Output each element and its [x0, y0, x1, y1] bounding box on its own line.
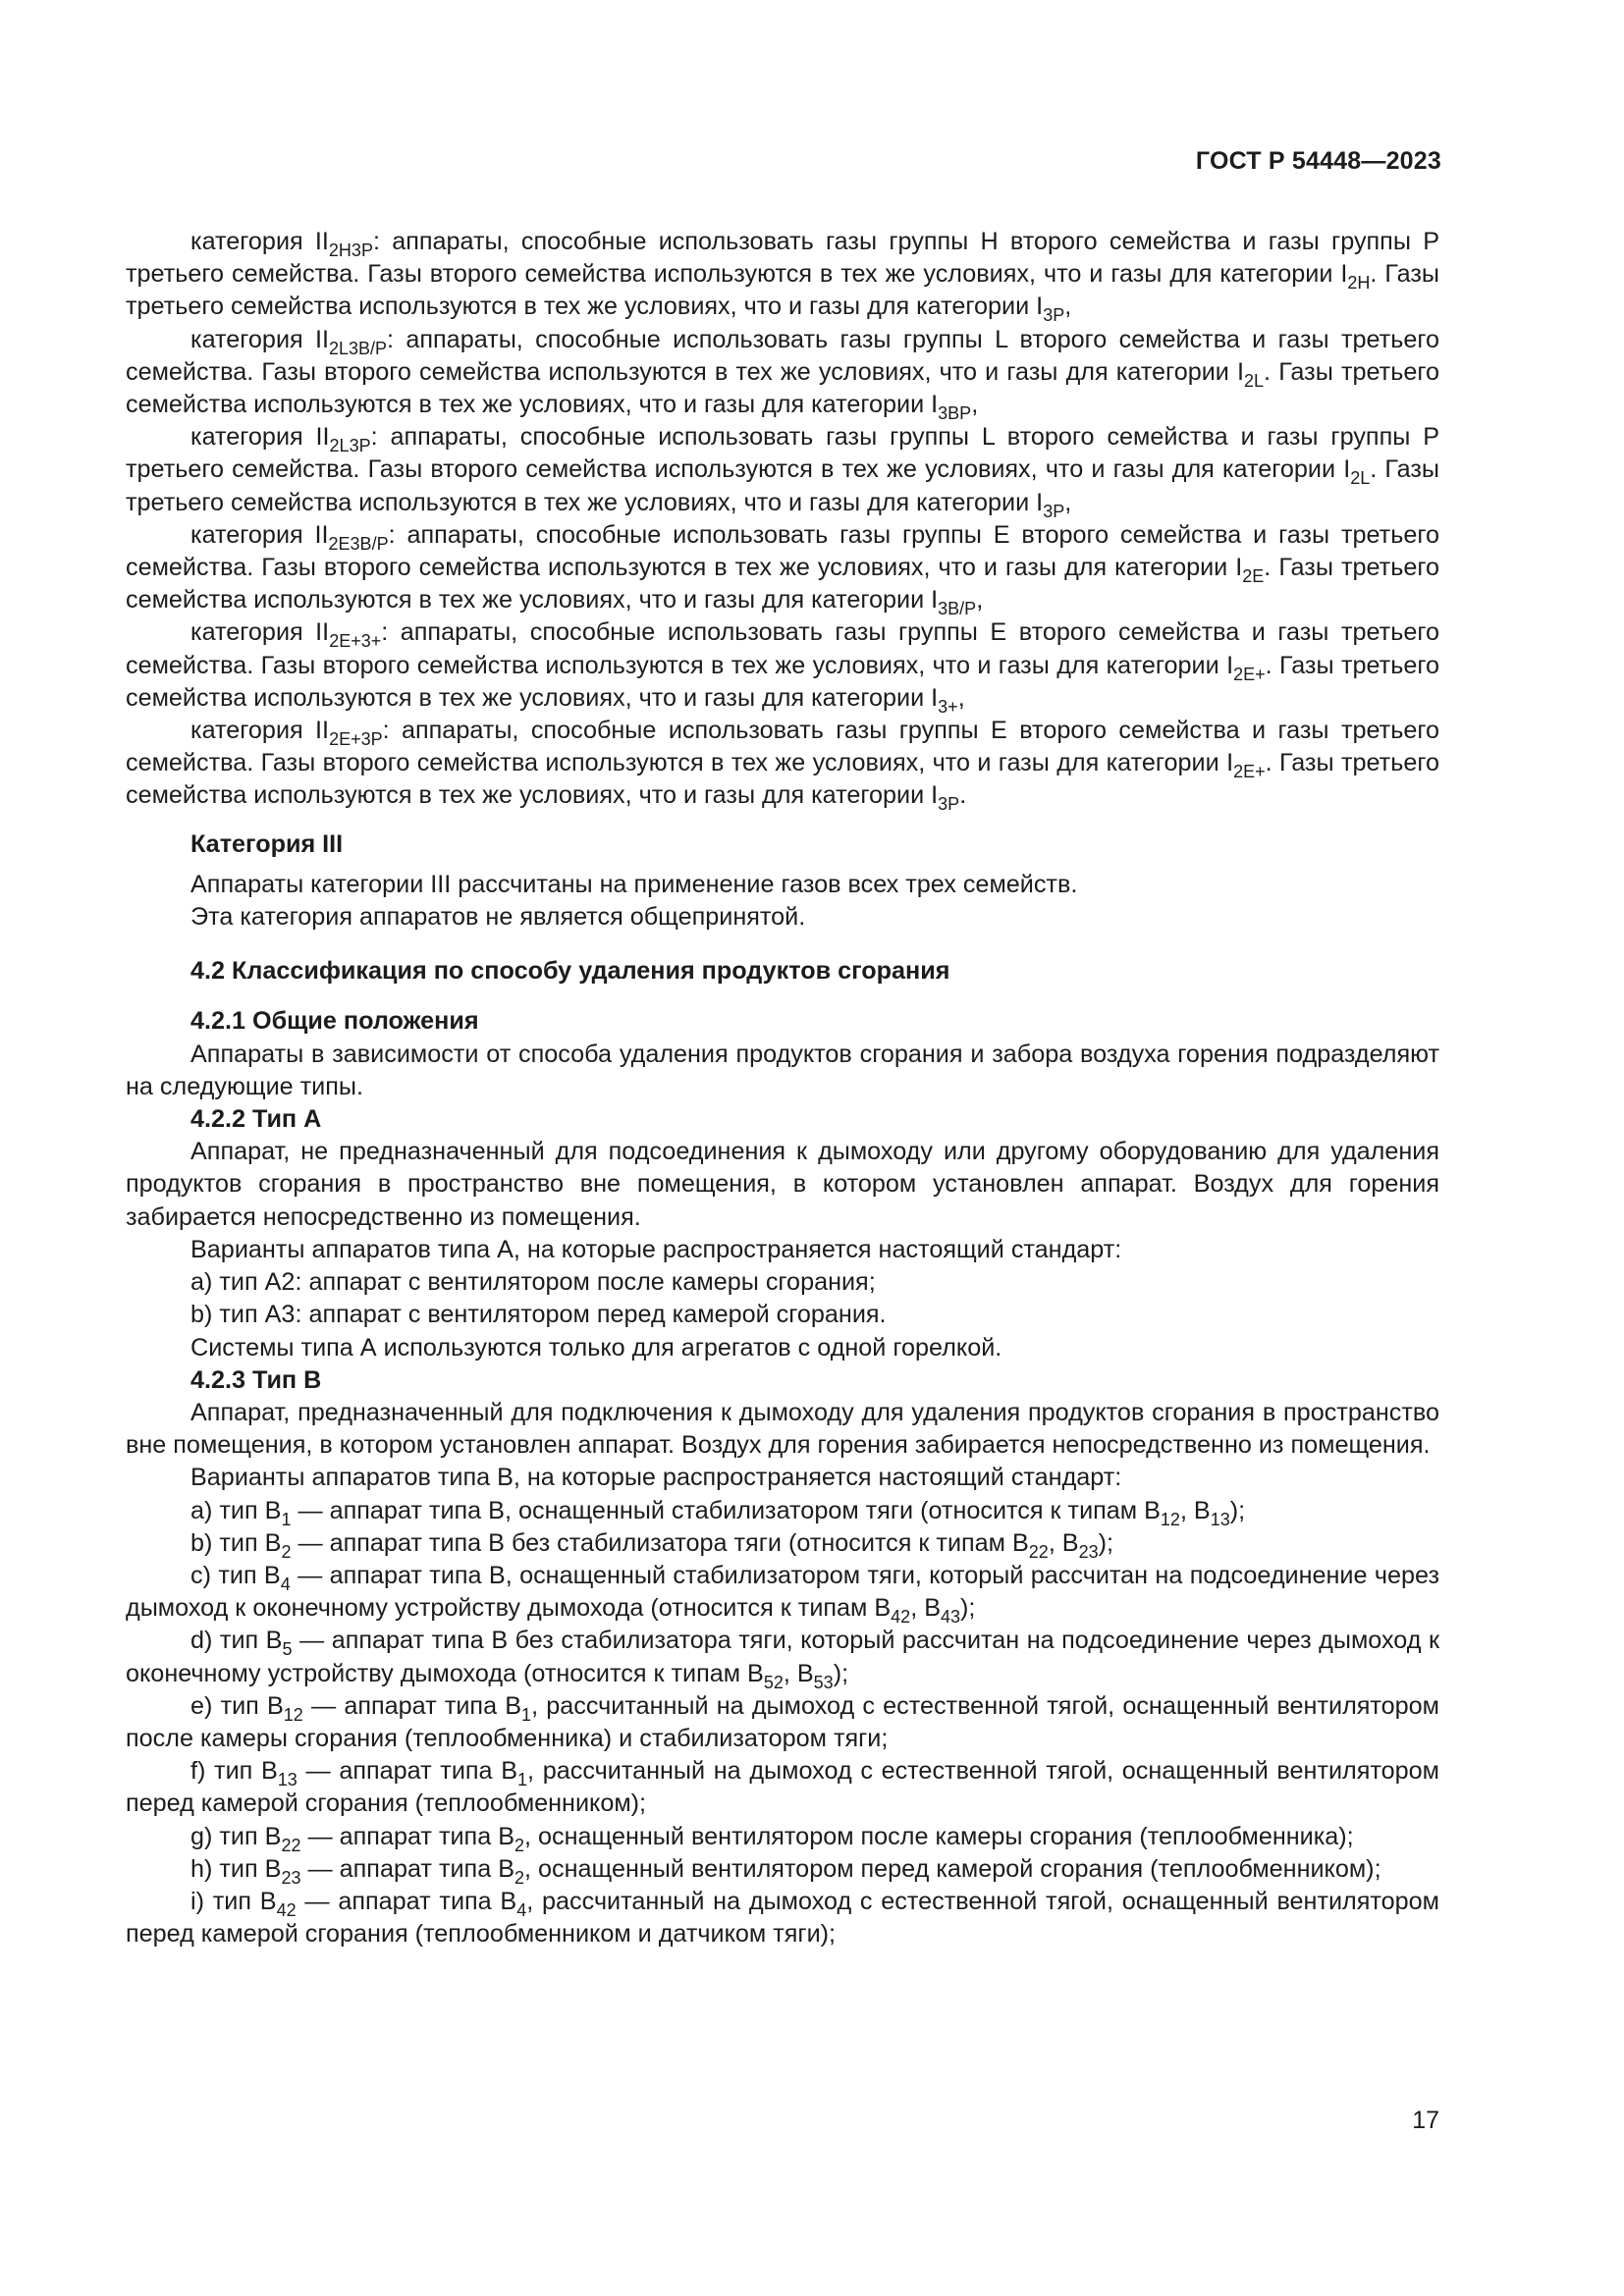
text-run: i) тип B: [190, 1887, 277, 1915]
subscript: 3B/P: [938, 599, 977, 619]
text-run: — аппарат типа B: [302, 1691, 522, 1720]
text-run: . Газы третьего семейства используются в тех же условиях, что и газы для категории I: [126, 651, 1439, 712]
subscript: 2: [514, 1835, 525, 1855]
text-run: ,: [957, 683, 965, 712]
list-item: [126, 1495, 1439, 1527]
text-run: , рассчитанный на дымоход с естественной тягой, оснащенный вентилятором перед камерой сгорания (теплообменником и датчиком тяги);: [126, 1887, 1439, 1949]
list-item: b) тип A3: аппарат с вентилятором перед камерой сгорания.: [190, 1301, 887, 1329]
list-item: [126, 1755, 1439, 1820]
category-list: [126, 226, 1439, 813]
text-run: , B: [1179, 1496, 1211, 1524]
text-run: — аппарат типа B: [300, 1822, 514, 1850]
text-run: . Газы третьего семейства используются в тех же условиях, что и газы для категории I: [126, 455, 1439, 516]
text-run: — аппарат типа B: [297, 1757, 518, 1786]
subscript: 5: [282, 1639, 293, 1660]
text-run: категория II: [190, 228, 329, 255]
subscript: 4: [280, 1574, 291, 1594]
subscript: 2E: [1242, 566, 1265, 587]
text-run: e) тип B: [190, 1691, 284, 1720]
text-run: , рассчитанный на дымоход с естественной тягой, оснащенный вентилятором после камеры сгорания (теплообменника) и стабилизатором тяги;: [126, 1691, 1440, 1752]
text-run: a) тип B: [190, 1496, 282, 1524]
section-heading-4-2-2: 4.2.2 Тип А: [190, 1105, 322, 1134]
text-run: , B: [783, 1659, 814, 1687]
text-run: : аппараты, способные использовать газы группы Е второго семейства и газы третьего семейства. Газы второго семейства используются в тех же условиях, что и газы для категории I: [126, 618, 1439, 679]
text-run: , B: [910, 1594, 941, 1623]
list-item: [126, 1886, 1439, 1950]
subscript: 2L: [1350, 468, 1371, 489]
paragraph: Системы типа А используются только для агрегатов с одной горелкой.: [190, 1333, 1002, 1362]
text-run: : аппараты, способные использовать газы группы L второго семейства и газы третьего семейства. Газы второго семейства используются в тех же условиях, что и газы для категории I: [126, 325, 1439, 386]
text-run: ,: [976, 586, 984, 614]
subscript: 2E3B/P: [328, 533, 389, 554]
text-run: ,: [971, 391, 979, 419]
subscript: 3+: [938, 696, 958, 717]
text-run: c) тип B: [190, 1561, 281, 1589]
subscript: 3BP: [938, 403, 972, 424]
paragraph: Аппарат, предназначенный для подключения к дымоходу для удаления продуктов сгорания в пространство вне помещения, в котором установлен аппарат. Воздух для горения забирается непосредственно из помещения.: [126, 1398, 1439, 1460]
subscript: 1: [281, 1509, 292, 1529]
text-run: .: [959, 781, 967, 810]
text-run: категория II: [190, 618, 330, 647]
subscript: 2H3P: [328, 240, 373, 260]
document-header-code: ГОСТ Р 54448—2023: [1195, 147, 1441, 175]
subscript: 13: [277, 1770, 298, 1790]
subscript: 3P: [1043, 305, 1065, 326]
paragraph: Эта категория аппаратов не является общепринятой.: [190, 903, 806, 932]
text-run: );: [1098, 1528, 1114, 1557]
text-run: g) тип B: [190, 1822, 282, 1850]
paragraph: Аппараты категории III рассчитаны на применение газов всех трех семейств.: [190, 870, 1078, 898]
subscript: 3P: [938, 794, 960, 815]
text-run: : аппараты, способные использовать газы группы Н второго семейства и газы группы Р третьего семейства. Газы второго семейства используются в тех же условиях, что и газы для категории I: [126, 228, 1439, 289]
text-run: );: [833, 1659, 849, 1687]
section-heading-4-2-3: 4.2.3 Тип В: [190, 1365, 322, 1394]
subscript: 2L3B/P: [329, 338, 388, 358]
text-run: — аппарат типа В, оснащенный стабилизатором тяги, который рассчитан на подсоединение через дымоход к оконечному устройству дымохода (относится к типам B: [126, 1561, 1440, 1623]
subscript: 53: [813, 1672, 834, 1692]
page-number: 17: [1412, 2107, 1439, 2134]
text-run: , оснащенный вентилятором перед камерой сгорания (теплообменником);: [524, 1854, 1381, 1883]
subscript: 2L3P: [329, 436, 371, 456]
subscript: 2E+: [1233, 664, 1266, 684]
text-run: : аппараты, способные использовать газы группы L второго семейства и газы группы Р третьего семейства. Газы второго семейства используются в тех же условиях, что и газы для категории I: [126, 423, 1439, 484]
page-body: [126, 226, 1439, 1950]
list-item: [126, 1821, 1439, 1853]
list-item: [126, 1560, 1440, 1628]
category-paragraph: [126, 519, 1439, 617]
paragraph: Варианты аппаратов типа А, на которые распространяется настоящий стандарт:: [190, 1235, 1122, 1263]
subscript: 52: [763, 1672, 784, 1692]
category-paragraph: [126, 324, 1439, 422]
list-item: [126, 1690, 1439, 1755]
subscript: 23: [1078, 1541, 1099, 1562]
text-run: b) тип B: [190, 1528, 282, 1557]
text-run: категория II: [190, 520, 329, 549]
section-heading-4-2: 4.2 Классификация по способу удаления продуктов сгорания: [190, 957, 950, 986]
text-run: . Газы третьего семейства используются в тех же условиях, что и газы для категории I: [126, 554, 1439, 614]
text-run: , рассчитанный на дымоход с естественной тягой, оснащенный вентилятором перед камерой сгорания (теплообменником);: [126, 1757, 1439, 1818]
subscript: 3P: [1043, 501, 1065, 521]
text-run: — аппарат типа В без стабилизатора тяги (относится к типам B: [291, 1528, 1029, 1557]
subscript: 12: [283, 1704, 303, 1725]
subscript: 4: [516, 1899, 527, 1920]
text-run: ,: [1064, 488, 1072, 516]
subscript: 2E+: [1233, 762, 1266, 782]
text-run: . Газы третьего семейства используются в тех же условиях, что и газы для категории I: [126, 749, 1439, 810]
text-run: );: [960, 1594, 976, 1623]
section-heading-category-3: Категория III: [190, 829, 344, 858]
category-paragraph: [126, 421, 1439, 519]
subscript: 12: [1160, 1509, 1180, 1529]
section-heading-4-2-1: 4.2.1 Общие положения: [190, 1007, 479, 1036]
subscript: 22: [281, 1835, 301, 1855]
paragraph: Варианты аппаратов типа В, на которые распространяется настоящий стандарт:: [190, 1464, 1122, 1492]
paragraph: Аппарат, не предназначенный для подсоединения к дымоходу или другому оборудованию для удаления продуктов сгорания в пространство вне помещения, в котором установлен аппарат. Воздух для горения забирается непосредственно из помещения.: [126, 1138, 1439, 1231]
text-run: — аппарат типа B: [296, 1887, 517, 1915]
text-run: );: [1229, 1496, 1246, 1524]
subscript: 2L: [1244, 370, 1265, 391]
text-run: категория II: [190, 717, 330, 745]
subscript: 1: [517, 1770, 528, 1790]
text-run: . Газы третьего семейства используются в тех же условиях, что и газы для категории I: [126, 260, 1439, 321]
text-run: — аппарат типа В, оснащенный стабилизатором тяги (относится к типам B: [291, 1496, 1161, 1524]
category-paragraph: [126, 616, 1439, 715]
category-paragraph: [126, 226, 1439, 324]
list-item: [126, 1527, 1439, 1560]
text-run: f) тип B: [190, 1757, 278, 1786]
subscript: 42: [276, 1899, 297, 1920]
text-run: h) тип B: [190, 1854, 282, 1883]
text-run: категория II: [190, 423, 330, 452]
text-run: . Газы третьего семейства используются в тех же условиях, что и газы для категории I: [126, 357, 1439, 419]
type-list: [126, 1495, 1439, 1951]
text-run: категория II: [190, 325, 329, 353]
text-run: — аппарат типа B: [300, 1854, 514, 1883]
paragraph: Аппараты в зависимости от способа удаления продуктов сгорания и забора воздуха горения подразделяют на следующие типы.: [126, 1040, 1439, 1100]
text-run: — аппарат типа В без стабилизатора тяги, который рассчитан на подсоединение через дымоход к оконечному устройству дымохода (относится к типам B: [126, 1627, 1440, 1687]
subscript: 2: [281, 1541, 292, 1562]
text-run: : аппараты, способные использовать газы группы Е второго семейства и газы третьего семейства. Газы второго семейства используются в тех же условиях, что и газы для категории I: [126, 520, 1439, 582]
subscript: 23: [281, 1867, 301, 1888]
subscript: 13: [1210, 1509, 1230, 1529]
list-item: a) тип A2: аппарат с вентилятором после камеры сгорания;: [190, 1268, 876, 1297]
text-run: , оснащенный вентилятором после камеры сгорания (теплообменника);: [524, 1822, 1354, 1850]
category-paragraph: [126, 715, 1439, 813]
subscript: 2E+3+: [329, 631, 382, 652]
list-item: [126, 1853, 1439, 1886]
subscript: 22: [1028, 1541, 1049, 1562]
subscript: 1: [521, 1704, 532, 1725]
subscript: 2: [514, 1867, 525, 1888]
text-run: , B: [1048, 1528, 1079, 1557]
list-item: [126, 1625, 1440, 1692]
text-run: d) тип B: [190, 1627, 283, 1655]
text-run: ,: [1064, 293, 1072, 321]
subscript: 43: [941, 1607, 961, 1628]
subscript: 2E+3P: [329, 729, 383, 750]
subscript: 42: [891, 1607, 911, 1628]
text-run: : аппараты, способные использовать газы группы Е второго семейства и газы третьего семейства. Газы второго семейства используются в тех же условиях, что и газы для категории I: [126, 717, 1439, 777]
subscript: 2H: [1347, 273, 1371, 294]
